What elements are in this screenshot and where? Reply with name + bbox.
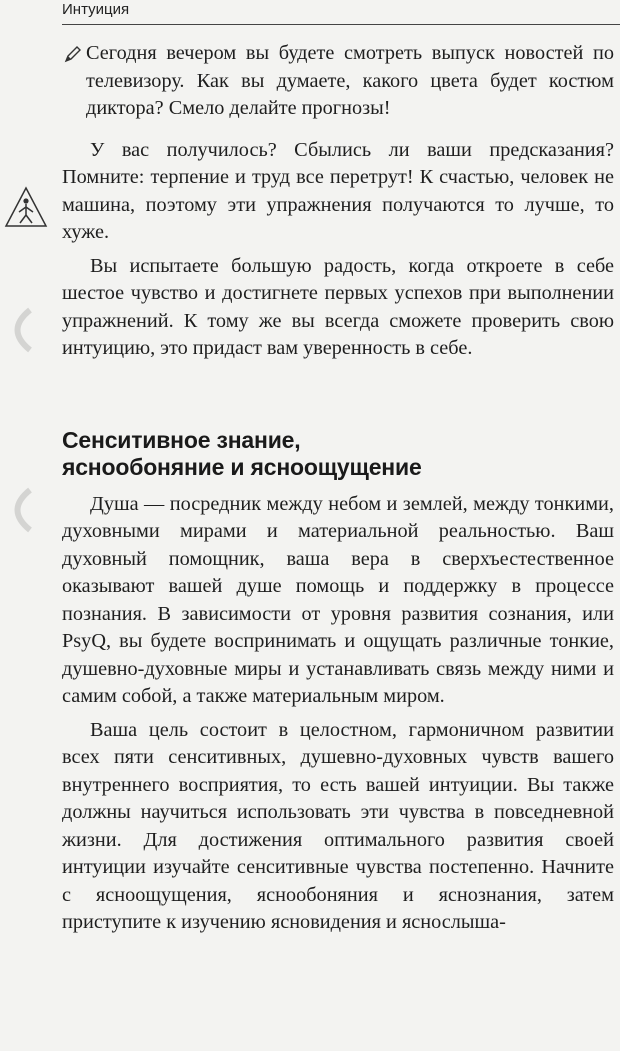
pencil-icon: [64, 44, 82, 62]
running-header: [62, 0, 620, 25]
task-paragraph: [62, 40, 614, 123]
section-heading-line2: яснообоняние и ясноощущение: [62, 453, 422, 480]
page-content: [62, 40, 614, 937]
body-paragraph: У вас получилось? Сбылись ли ваши предсказания? Помните: терпение и труд все перетрут! К счастью, человек не машина, поэтому эти упражнения получаются то лучше, то хуже.: [62, 138, 614, 243]
show-through-mark: [0, 300, 40, 360]
header-title: Интуиция: [62, 1, 130, 18]
body-paragraph: Ваша цель состоит в целостном, гармоничном развитии всех пяти сенситивных, душевно-духовных чувств вашего внутреннего восприятия, то есть вашей интуиции. Вы также должны научиться использовать эти чувства в повседневной жизни. Для достижения оптимального развития своей интуиции изучайте сенситивные чувства постепенно. Начните с ясноощущения, яснообоняния и яснознания, затем приступите к изучению ясновидения и яснослыша-: [62, 718, 614, 933]
section-heading: [62, 427, 614, 481]
section-heading-line1: Сенситивное знание,: [62, 426, 301, 453]
warning-triangle-person-icon: [4, 186, 48, 230]
task-text: Сегодня вечером вы будете смотреть выпуск новостей по телевизору. Как вы думаете, какого цвета будет костюм диктора? Смело делайте прогнозы!: [86, 42, 614, 119]
body-paragraph: Душа — посредник между небом и землей, между тонкими, духовными мирами и материальной реальностью. Ваш духовный помощник, ваша вера в сверхъестественное оказывают вашей душе помощь и поддержку в процессе познания. В зависимости от уровня развития сознания, или PsyQ, вы будете воспринимать и ощущать различные тонкие, душевно-духовные миры и устанавливать связь между ними и самим собой, а также материальным миром.: [62, 492, 614, 707]
body-paragraph: Вы испытаете большую радость, когда откроете в себе шестое чувство и достигнете первых успехов при выполнении упражнений. К тому же вы всегда сможете проверить свою интуицию, это придаст вам уверенность в себе.: [62, 254, 614, 359]
show-through-mark: [0, 480, 40, 540]
